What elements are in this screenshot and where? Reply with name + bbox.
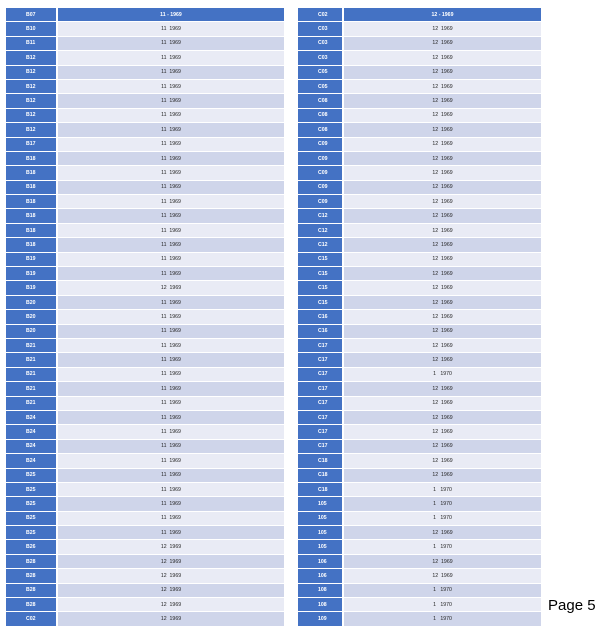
row-key-cell: 105 (298, 497, 342, 510)
row-value-cell: 11 1969 (58, 382, 284, 395)
table-row (298, 281, 541, 294)
row-key-cell: B20 (6, 310, 56, 323)
table-row (6, 138, 284, 151)
table-row (298, 540, 541, 553)
row-value-cell: 12 1969 (344, 469, 541, 482)
table-row (6, 483, 284, 496)
table-row (298, 368, 541, 381)
table-row (298, 526, 541, 539)
row-key-cell: C02 (6, 612, 56, 625)
table-row (298, 152, 541, 165)
row-key-cell: C09 (298, 166, 342, 179)
row-value-cell: 11 1969 (58, 483, 284, 496)
row-key-cell: C18 (298, 483, 342, 496)
table-row (298, 411, 541, 424)
table-row (298, 612, 541, 625)
table-row (6, 123, 284, 136)
row-value-cell: 11 1969 (58, 411, 284, 424)
row-key-cell: B25 (6, 469, 56, 482)
table-row (6, 569, 284, 582)
row-value-cell: 12 1969 (344, 397, 541, 410)
table-row (298, 22, 541, 35)
row-value-cell: 12 1969 (344, 253, 541, 266)
table-row (6, 238, 284, 251)
table-row (298, 253, 541, 266)
table-row (6, 612, 284, 625)
row-value-cell: 12 1969 (344, 281, 541, 294)
row-value-cell: 12 1969 (344, 353, 541, 366)
table-row (298, 94, 541, 107)
right-table (298, 8, 541, 627)
row-key-cell: C18 (298, 454, 342, 467)
table-row (6, 469, 284, 482)
table-row (6, 267, 284, 280)
table-row (6, 51, 284, 64)
table-row (6, 66, 284, 79)
page-number-label: Page 5 (548, 597, 596, 614)
table-row (298, 483, 541, 496)
row-value-cell: 12 1969 (344, 267, 541, 280)
table-row (6, 152, 284, 165)
row-key-cell: C16 (298, 310, 342, 323)
table-row (298, 51, 541, 64)
row-value-cell: 1 1970 (344, 584, 541, 597)
table-row (6, 512, 284, 525)
row-value-cell: 12 1969 (344, 440, 541, 453)
row-value-cell: 11 1969 (58, 209, 284, 222)
row-key-cell: C12 (298, 238, 342, 251)
row-value-cell: 12 1969 (344, 238, 541, 251)
row-key-cell: B24 (6, 411, 56, 424)
row-value-cell: 11 1969 (58, 425, 284, 438)
row-key-cell: B25 (6, 483, 56, 496)
row-key-cell: C09 (298, 195, 342, 208)
row-value-cell: 1 1970 (344, 540, 541, 553)
table-row (298, 382, 541, 395)
table-row (6, 37, 284, 50)
table-row (6, 497, 284, 510)
row-key-cell: B24 (6, 454, 56, 467)
row-key-cell: B12 (6, 66, 56, 79)
table-row (6, 181, 284, 194)
table-header-row (298, 8, 541, 21)
row-key-cell: B24 (6, 440, 56, 453)
row-value-cell: 11 1969 (58, 325, 284, 338)
row-value-cell: 12 1969 (344, 37, 541, 50)
row-key-cell: B24 (6, 425, 56, 438)
row-key-cell: B25 (6, 497, 56, 510)
table-row (298, 440, 541, 453)
row-key-cell: C17 (298, 382, 342, 395)
table-row (6, 80, 284, 93)
table-row (298, 584, 541, 597)
row-key-cell: C15 (298, 267, 342, 280)
table-row (298, 598, 541, 611)
table-row (6, 310, 284, 323)
row-value-cell: 11 1969 (58, 397, 284, 410)
table-row (298, 425, 541, 438)
row-key-cell: C17 (298, 425, 342, 438)
table-row (6, 166, 284, 179)
table-row (6, 411, 284, 424)
row-value-cell: 12 1969 (344, 209, 541, 222)
row-key-cell: B12 (6, 123, 56, 136)
row-value-cell: 12 1969 (344, 152, 541, 165)
row-value-cell: 11 1969 (58, 181, 284, 194)
row-value-cell: 11 1969 (58, 440, 284, 453)
table-row (298, 353, 541, 366)
header-value-cell: 11 - 1969 (58, 8, 284, 21)
row-key-cell: C09 (298, 152, 342, 165)
row-value-cell: 12 1969 (344, 66, 541, 79)
table-row (298, 339, 541, 352)
row-value-cell: 1 1970 (344, 497, 541, 510)
row-value-cell: 11 1969 (58, 123, 284, 136)
row-key-cell: 108 (298, 598, 342, 611)
row-key-cell: B20 (6, 325, 56, 338)
row-value-cell: 12 1969 (58, 281, 284, 294)
row-value-cell: 11 1969 (58, 296, 284, 309)
row-key-cell: B17 (6, 138, 56, 151)
row-value-cell: 11 1969 (58, 238, 284, 251)
row-value-cell: 12 1969 (58, 612, 284, 625)
row-key-cell: B21 (6, 368, 56, 381)
row-value-cell: 12 1969 (344, 195, 541, 208)
row-value-cell: 12 1969 (344, 123, 541, 136)
row-key-cell: 105 (298, 526, 342, 539)
row-key-cell: C03 (298, 51, 342, 64)
row-value-cell: 12 1969 (344, 138, 541, 151)
left-table (6, 8, 284, 627)
table-row (6, 598, 284, 611)
row-value-cell: 11 1969 (58, 368, 284, 381)
row-key-cell: B19 (6, 267, 56, 280)
row-key-cell: B18 (6, 166, 56, 179)
row-key-cell: B21 (6, 397, 56, 410)
table-row (298, 310, 541, 323)
table-row (6, 253, 284, 266)
row-key-cell: B20 (6, 296, 56, 309)
row-key-cell: C17 (298, 368, 342, 381)
row-key-cell: B18 (6, 238, 56, 251)
row-value-cell: 1 1970 (344, 612, 541, 625)
row-value-cell: 11 1969 (58, 497, 284, 510)
row-value-cell: 11 1969 (58, 138, 284, 151)
row-key-cell: B12 (6, 80, 56, 93)
row-value-cell: 11 1969 (58, 353, 284, 366)
table-row (298, 181, 541, 194)
table-row (298, 80, 541, 93)
row-key-cell: B19 (6, 253, 56, 266)
row-value-cell: 11 1969 (58, 195, 284, 208)
table-row (298, 454, 541, 467)
row-value-cell: 11 1969 (58, 310, 284, 323)
row-key-cell: B11 (6, 37, 56, 50)
row-key-cell: B25 (6, 512, 56, 525)
table-row (6, 584, 284, 597)
row-value-cell: 11 1969 (58, 224, 284, 237)
row-key-cell: C17 (298, 353, 342, 366)
row-value-cell: 12 1969 (344, 555, 541, 568)
table-row (298, 325, 541, 338)
row-value-cell: 11 1969 (58, 166, 284, 179)
row-value-cell: 12 1969 (344, 569, 541, 582)
row-value-cell: 12 1969 (344, 181, 541, 194)
row-key-cell: B21 (6, 382, 56, 395)
row-value-cell: 12 1969 (58, 584, 284, 597)
row-key-cell: B18 (6, 195, 56, 208)
row-value-cell: 12 1969 (344, 166, 541, 179)
row-value-cell: 12 1969 (344, 454, 541, 467)
row-key-cell: B26 (6, 540, 56, 553)
header-key-cell: B07 (6, 8, 56, 21)
row-key-cell: C12 (298, 224, 342, 237)
table-row (298, 267, 541, 280)
row-value-cell: 11 1969 (58, 526, 284, 539)
row-key-cell: C08 (298, 123, 342, 136)
row-key-cell: B12 (6, 51, 56, 64)
row-value-cell: 11 1969 (58, 109, 284, 122)
row-key-cell: C18 (298, 469, 342, 482)
table-row (298, 555, 541, 568)
table-row (6, 281, 284, 294)
table-row (6, 555, 284, 568)
row-key-cell: C08 (298, 109, 342, 122)
header-key-cell: C02 (298, 8, 342, 21)
row-key-cell: C17 (298, 411, 342, 424)
row-value-cell: 11 1969 (58, 94, 284, 107)
row-value-cell: 11 1969 (58, 22, 284, 35)
row-value-cell: 11 1969 (58, 267, 284, 280)
row-key-cell: C03 (298, 37, 342, 50)
table-row (298, 469, 541, 482)
row-key-cell: C15 (298, 253, 342, 266)
row-key-cell: B12 (6, 109, 56, 122)
row-value-cell: 12 1969 (58, 555, 284, 568)
row-key-cell: 105 (298, 540, 342, 553)
table-row (298, 497, 541, 510)
table-row (6, 540, 284, 553)
row-key-cell: B21 (6, 339, 56, 352)
table-row (298, 166, 541, 179)
row-key-cell: B28 (6, 584, 56, 597)
row-key-cell: 108 (298, 584, 342, 597)
row-key-cell: C09 (298, 138, 342, 151)
row-value-cell: 12 1969 (344, 22, 541, 35)
row-key-cell: 109 (298, 612, 342, 625)
row-value-cell: 11 1969 (58, 80, 284, 93)
row-value-cell: 12 1969 (344, 296, 541, 309)
row-value-cell: 1 1970 (344, 598, 541, 611)
row-value-cell: 11 1969 (58, 512, 284, 525)
row-key-cell: B18 (6, 209, 56, 222)
table-row (298, 109, 541, 122)
table-row (6, 526, 284, 539)
row-key-cell: C08 (298, 94, 342, 107)
table-row (6, 454, 284, 467)
row-value-cell: 12 1969 (344, 411, 541, 424)
row-key-cell: 106 (298, 555, 342, 568)
row-value-cell: 1 1970 (344, 368, 541, 381)
table-row (298, 209, 541, 222)
row-value-cell: 1 1970 (344, 483, 541, 496)
row-key-cell: B19 (6, 281, 56, 294)
row-key-cell: C05 (298, 80, 342, 93)
row-key-cell: C17 (298, 440, 342, 453)
row-value-cell: 12 1969 (344, 339, 541, 352)
row-value-cell: 11 1969 (58, 454, 284, 467)
table-row (6, 22, 284, 35)
row-value-cell: 12 1969 (344, 526, 541, 539)
row-value-cell: 12 1969 (344, 80, 541, 93)
header-value-cell: 12 - 1969 (344, 8, 541, 21)
row-value-cell: 12 1969 (58, 540, 284, 553)
table-row (6, 224, 284, 237)
row-value-cell: 11 1969 (58, 66, 284, 79)
row-value-cell: 12 1969 (344, 310, 541, 323)
row-value-cell: 12 1969 (344, 224, 541, 237)
table-row (298, 66, 541, 79)
row-key-cell: B28 (6, 569, 56, 582)
table-row (6, 94, 284, 107)
table-row (6, 109, 284, 122)
row-value-cell: 1 1970 (344, 512, 541, 525)
table-row (298, 138, 541, 151)
table-row (298, 397, 541, 410)
table-row (6, 397, 284, 410)
table-row (6, 425, 284, 438)
row-key-cell: C15 (298, 281, 342, 294)
table-row (6, 368, 284, 381)
table-row (298, 224, 541, 237)
row-key-cell: B10 (6, 22, 56, 35)
row-key-cell: C17 (298, 339, 342, 352)
table-row (298, 195, 541, 208)
table-row (6, 195, 284, 208)
row-key-cell: C09 (298, 181, 342, 194)
table-row (6, 440, 284, 453)
row-value-cell: 12 1969 (344, 382, 541, 395)
row-key-cell: B28 (6, 555, 56, 568)
table-row (6, 325, 284, 338)
row-key-cell: 106 (298, 569, 342, 582)
table-row (298, 296, 541, 309)
row-key-cell: C12 (298, 209, 342, 222)
table-row (6, 209, 284, 222)
row-value-cell: 12 1969 (344, 325, 541, 338)
row-value-cell: 11 1969 (58, 51, 284, 64)
row-key-cell: B18 (6, 181, 56, 194)
row-value-cell: 12 1969 (344, 94, 541, 107)
row-value-cell: 12 1969 (344, 51, 541, 64)
row-key-cell: C03 (298, 22, 342, 35)
table-row (6, 353, 284, 366)
row-value-cell: 12 1969 (344, 109, 541, 122)
row-value-cell: 12 1969 (58, 598, 284, 611)
row-key-cell: 105 (298, 512, 342, 525)
row-value-cell: 11 1969 (58, 469, 284, 482)
table-row (298, 238, 541, 251)
row-value-cell: 11 1969 (58, 339, 284, 352)
table-row (298, 569, 541, 582)
row-value-cell: 11 1969 (58, 253, 284, 266)
row-value-cell: 11 1969 (58, 152, 284, 165)
row-value-cell: 12 1969 (58, 569, 284, 582)
table-row (298, 123, 541, 136)
table-header-row (6, 8, 284, 21)
row-key-cell: C15 (298, 296, 342, 309)
row-key-cell: B18 (6, 224, 56, 237)
table-row (298, 37, 541, 50)
row-value-cell: 11 1969 (58, 37, 284, 50)
table-row (6, 296, 284, 309)
row-key-cell: B12 (6, 94, 56, 107)
row-key-cell: B25 (6, 526, 56, 539)
row-key-cell: C17 (298, 397, 342, 410)
row-value-cell: 12 1969 (344, 425, 541, 438)
row-key-cell: C16 (298, 325, 342, 338)
table-row (298, 512, 541, 525)
row-key-cell: B21 (6, 353, 56, 366)
row-key-cell: B18 (6, 152, 56, 165)
row-key-cell: B28 (6, 598, 56, 611)
row-key-cell: C05 (298, 66, 342, 79)
table-row (6, 339, 284, 352)
table-row (6, 382, 284, 395)
